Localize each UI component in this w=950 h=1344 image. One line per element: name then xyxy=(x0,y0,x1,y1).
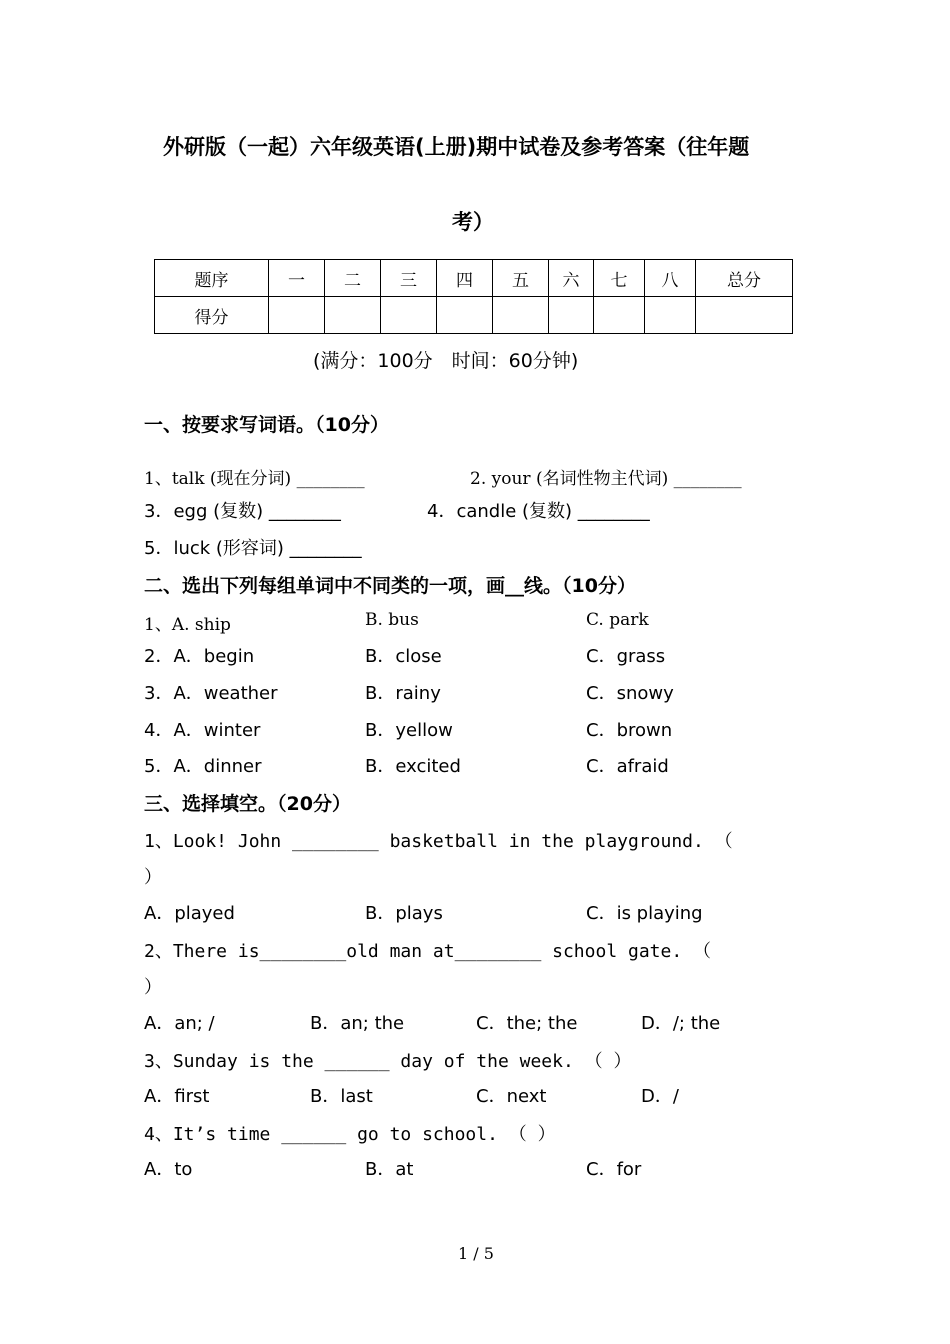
section-2-option: 1、A. ship xyxy=(144,615,231,635)
section-3-question-3: 3、Sunday is the ______ day of the week. （ ） xyxy=(144,1051,632,1072)
page-title: 外研版（一起）六年级英语(上册)期中试卷及参考答案（往年题 xyxy=(163,135,750,159)
score-table-cell: 四 xyxy=(437,260,493,297)
score-input-cell[interactable] xyxy=(549,297,594,334)
answer-bracket-close: ） xyxy=(144,867,162,888)
section-3-option: A．first xyxy=(144,1086,210,1107)
section-3-option: C．next xyxy=(476,1086,547,1107)
score-input-cell[interactable] xyxy=(645,297,696,334)
section-2-option: B．close xyxy=(365,646,442,667)
section-2-option: 4．A．winter xyxy=(144,720,261,741)
section-3-question-2: 2、There is________old man at________ school gate. （ xyxy=(144,941,712,962)
section-3-option: A．an; / xyxy=(144,1013,215,1034)
score-table-cell: 得分 xyxy=(155,297,269,334)
section-1-question-4: 4．candle (复数) ________ xyxy=(427,501,650,522)
section-3-option: A．to xyxy=(144,1159,193,1180)
score-input-cell[interactable] xyxy=(696,297,793,334)
section-2-option: C. park xyxy=(586,610,649,630)
page-number: 1 / 5 xyxy=(458,1244,494,1263)
page-title-continued: 考） xyxy=(452,210,494,234)
score-table-cell: 五 xyxy=(493,260,549,297)
section-2-option: B．excited xyxy=(365,756,461,777)
section-1-question-5: 5．luck (形容词) ________ xyxy=(144,538,362,559)
score-input-cell[interactable] xyxy=(493,297,549,334)
section-2-option: C．grass xyxy=(586,646,666,667)
score-table-cell: 总分 xyxy=(696,260,793,297)
section-3-option: D．/ xyxy=(641,1086,679,1107)
section-2-option: B．rainy xyxy=(365,683,441,704)
section-2-option: 2．A．begin xyxy=(144,646,255,667)
section-3-question-1: 1、Look! John ________ basketball in the playground. （ xyxy=(144,831,733,852)
answer-bracket-close: ） xyxy=(144,977,162,998)
section-3-question-4: 4、It’s time ______ go to school. （ ） xyxy=(144,1124,556,1145)
section-1-question-3: 3．egg (复数) ________ xyxy=(144,501,341,522)
score-table-cell: 七 xyxy=(594,260,645,297)
score-table-score-row xyxy=(155,297,793,334)
section-2-option: B．yellow xyxy=(365,720,453,741)
score-table-header-row xyxy=(155,260,793,297)
section-3-option: B．an; the xyxy=(310,1013,405,1034)
section-3-option: C．for xyxy=(586,1159,642,1180)
score-table-cell: 三 xyxy=(381,260,437,297)
score-input-cell[interactable] xyxy=(594,297,645,334)
score-input-cell[interactable] xyxy=(325,297,381,334)
section-3-option: C．the; the xyxy=(476,1013,578,1034)
section-3-option: B．at xyxy=(365,1159,414,1180)
section-2-heading: 二、选出下列每组单词中不同类的一项，画__线。（10分） xyxy=(144,575,636,597)
score-table xyxy=(154,259,793,334)
section-1-question-2: 2. your (名词性物主代词) ________ xyxy=(470,469,742,489)
score-input-cell[interactable] xyxy=(437,297,493,334)
score-input-cell[interactable] xyxy=(269,297,325,334)
section-1-question-1: 1、talk (现在分词) ________ xyxy=(144,469,365,489)
section-3-option: A．played xyxy=(144,903,235,924)
score-table-cell: 八 xyxy=(645,260,696,297)
section-2-option: 3．A．weather xyxy=(144,683,278,704)
section-2-option: C．brown xyxy=(586,720,673,741)
section-2-option: B. bus xyxy=(365,610,419,630)
section-2-option: 5．A．dinner xyxy=(144,756,262,777)
score-table-cell: 题序 xyxy=(155,260,269,297)
section-3-option: B．last xyxy=(310,1086,373,1107)
exam-meta: (满分：100分 时间：60分钟) xyxy=(313,350,579,372)
section-3-heading: 三、选择填空。（20分） xyxy=(144,793,351,815)
section-3-option: B．plays xyxy=(365,903,443,924)
section-2-option: C．afraid xyxy=(586,756,669,777)
score-input-cell[interactable] xyxy=(381,297,437,334)
section-1-heading: 一、按要求写词语。（10分） xyxy=(144,414,389,436)
score-table-cell: 二 xyxy=(325,260,381,297)
section-3-option: C．is playing xyxy=(586,903,703,924)
score-table-cell: 六 xyxy=(549,260,594,297)
section-3-option: D．/; the xyxy=(641,1013,721,1034)
score-table-cell: 一 xyxy=(269,260,325,297)
section-2-option: C．snowy xyxy=(586,683,674,704)
